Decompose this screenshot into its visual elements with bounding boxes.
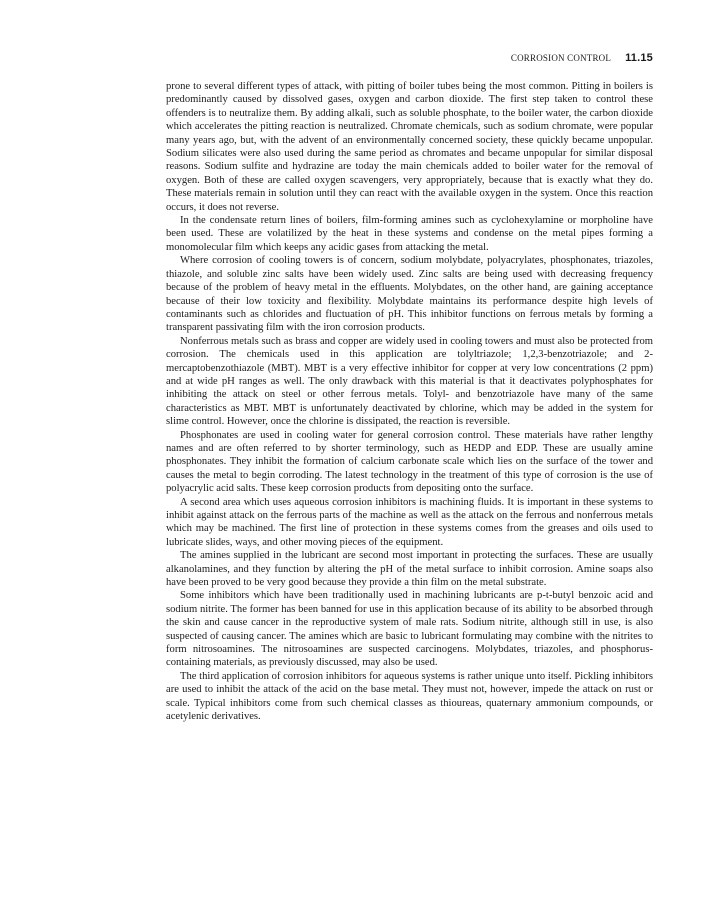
paragraph: Phosphonates are used in cooling water for general corrosion control. These materials have rather lengthy names and are often referred to by shorter terminology, such as HEDP and EDP. These are usually amine phosphonates. They inhibit the formation of calcium carbonate scale which lies on the surface of the tower and causes the metal to begin corroding. The latest technology in the treatment of this type of corrosion is the use of polyacrylic acid salts. These keep corrosion products from depositing onto the surface. (166, 429, 653, 495)
paragraph: Nonferrous metals such as brass and copper are widely used in cooling towers and must also be protected from corrosion. The chemicals used in this application are tolyltriazole; 1,2,3-benzotriazole; and 2-mercaptobenzothiazole (MBT). MBT is a very effective inhibitor for copper at very low concentrations (2 ppm) and at wide pH ranges as well. The only drawback with this material is that it deactivates polyphosphates for inhibiting the attack on steel or other ferrous metals. Tolyl- and benzotriazole have many of the same characteristics as MBT. MBT is unfortunately deactivated by chlorine, which may be added in the system for slime control. However, once the chlorine is dissipated, the reaction is reversible. (166, 335, 653, 428)
paragraph: In the condensate return lines of boilers, film-forming amines such as cyclohexylamine or morpholine have been used. These are volatilized by the heat in these systems and condense on the metal pipes forming a monomolecular film which keeps any acidic gases from attacking the metal. (166, 215, 653, 253)
paragraph: prone to several different types of attack, with pitting of boiler tubes being the most common. Pitting in boilers is predominantly caused by dissolved gases, oxygen and carbon dioxide. The first step taken to control these offenders is to neutralize them. By adding alkali, such as soluble phosphate, to the boiler water, the carbon dioxide which accelerates the pitting reaction is neutralized. Chromate chemicals, such as sodium chromate, were popular many years ago, but, with the advent of an environmentally concerned society, these quickly became unpopular. Sodium silicates were also used during the same period as chromates and became unpopular for similar disposal reasons. Sodium sulfite and hydrazine are today the main chemicals added to boiler water for the removal of oxygen. Both of these are called oxygen scavengers, very appropriately, because that is exactly what they do. These materials remain in solution until they can react with the available oxygen in the system. Once this reaction occurs, it does not reverse. (166, 81, 653, 213)
paragraph: The third application of corrosion inhibitors for aqueous systems is rather unique unto itself. Pickling inhibitors are used to inhibit the attack of the acid on the base metal. They must not, however, impede the attack on rust or scale. Typical inhibitors come from such chemical classes as thioureas, quaternary ammonium compounds, or acetylenic derivatives. (166, 670, 653, 723)
paragraph: A second area which uses aqueous corrosion inhibitors is machining fluids. It is important in these systems to inhibit against attack on the ferrous parts of the machine as well as the attack on the ferrous and nonferrous metals which may be machined. The first line of protection in these systems comes from the greases and oils used to lubricate slides, ways, and other moving pieces of the equipment. (166, 496, 653, 548)
body-text (166, 80, 653, 724)
running-header (166, 52, 653, 64)
page-number: 11.15 (625, 52, 653, 64)
paragraph: Where corrosion of cooling towers is of concern, sodium molybdate, polyacrylates, phosphonates, triazoles, thiazole, and soluble zinc salts have been widely used. Zinc salts are being used with decreasing frequency because of the problem of heavy metal in the effluents. Molybdates, on the other hand, are gaining acceptance because of their low toxicity and flexibility. Molybdate maintains its performance despite high levels of contaminants such as chlorides and fluctuation of pH. This inhibitor functions on ferrous metals by forming a transparent passivating film with the iron corrosion products. (166, 255, 653, 334)
section-title: CORROSION CONTROL (510, 53, 612, 63)
paragraph: The amines supplied in the lubricant are second most important in protecting the surfaces. These are usually alkanolamines, and they function by altering the pH of the metal surface to inhibit corrosion. Amine soaps also have been proved to be very good because they provide a thin film on the metal substrate. (166, 550, 653, 589)
paragraph: Some inhibitors which have been traditionally used in machining lubricants are p-t-butyl benzoic acid and sodium nitrite. The former has been banned for use in this application because of its ability to be absorbed through the skin and cause cancer in the reproductive system of male rats. Sodium nitrite, although still in use, is also suspected of causing cancer. The amines which are basic to lubricant formulating may combine with the nitrites to form nitrosoamines. The nitrosoamines are suspected carcinogens. Molybdates, triazoles, and phosphorus-containing materials, as previously discussed, may also be used. (166, 590, 653, 669)
